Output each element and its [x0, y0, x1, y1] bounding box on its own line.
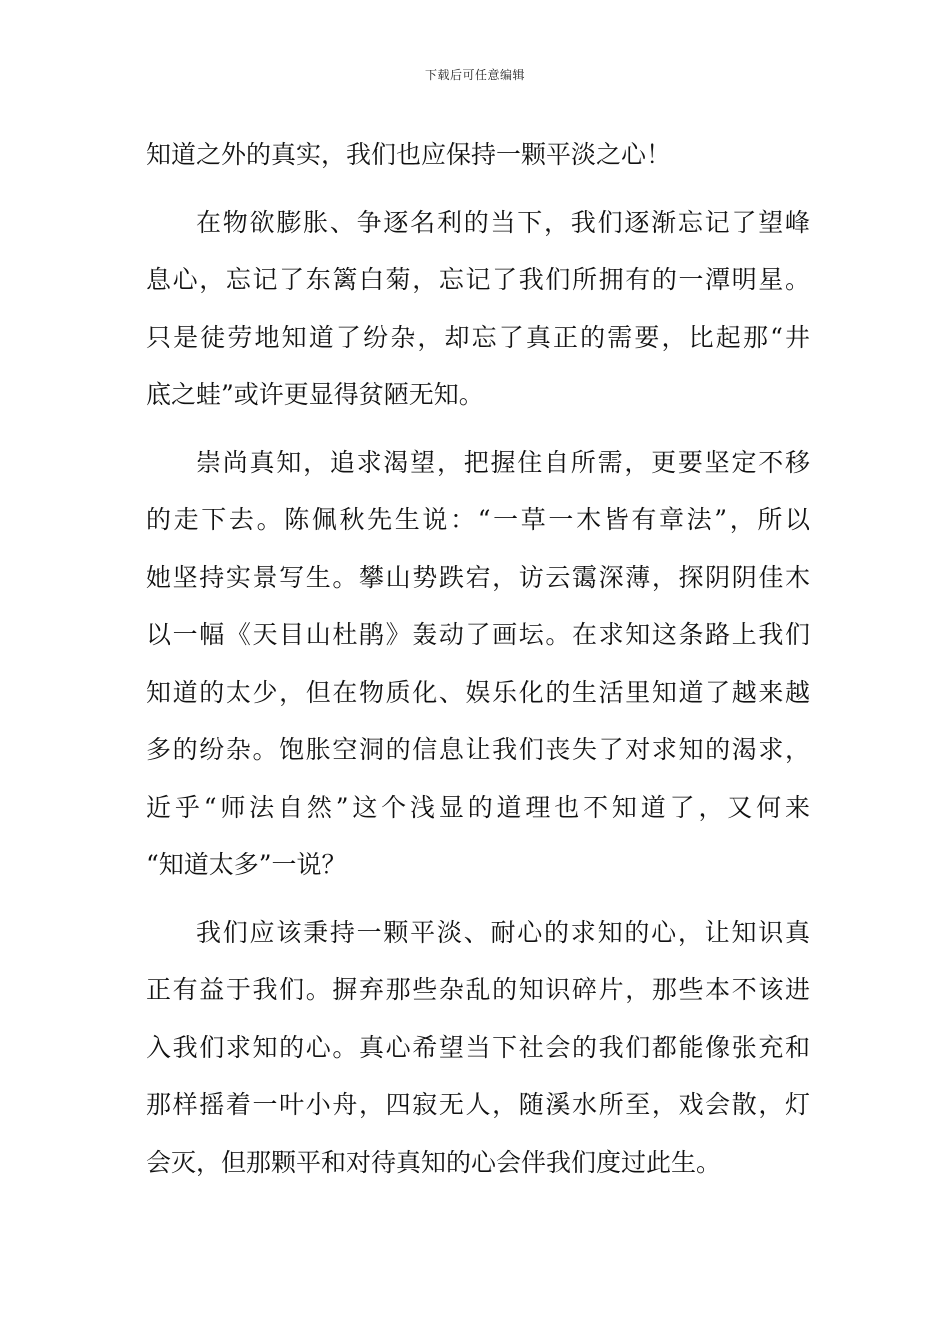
- text-line: 崇尚真知，追求渴望，把握住自所需，更要坚定不移: [196, 447, 810, 477]
- document-body: [146, 126, 810, 1191]
- text-line: 在物欲膨胀、争逐名利的当下，我们逐渐忘记了望峰: [196, 207, 810, 237]
- paragraph-gap: [146, 894, 810, 904]
- paragraph-gap: [146, 184, 810, 194]
- text-line: 只是徒劳地知道了纷杂，却忘了真正的需要，比起那“井: [146, 322, 810, 352]
- text-line: 正有益于我们。摒弃那些杂乱的知识碎片，那些本不该进: [146, 975, 810, 1004]
- text-line: 的走下去。陈佩秋先生说：“一草一木皆有章法”，所以: [146, 505, 810, 534]
- text-line: 底之蛙”或许更显得贫陋无知。: [146, 380, 484, 409]
- text-line: 近乎“师法自然”这个浅显的道理也不知道了，又何来: [146, 792, 810, 822]
- text-line: 知道的太少，但在物质化、娱乐化的生活里知道了越来越: [146, 677, 810, 707]
- text-line: 以一幅《天目山杜鹃》轰动了画坛。在求知这条路上我们: [146, 620, 810, 649]
- text-line: 息心，忘记了东篱白菊，忘记了我们所拥有的一潭明星。: [146, 265, 810, 294]
- paragraph-gap: [146, 424, 810, 434]
- text-line: 会灭，但那颗平和对待真知的心会伴我们度过此生。: [146, 1147, 722, 1177]
- paragraph: [146, 904, 810, 1192]
- text-line: 多的纷杂。饱胀空洞的信息让我们丧失了对求知的渴求，: [146, 735, 810, 764]
- paragraph: [146, 126, 810, 184]
- text-line: 知道之外的真实，我们也应保持一颗平淡之心！: [146, 140, 672, 169]
- page-header: 下载后可任意编辑: [424, 68, 525, 82]
- text-line: 入我们求知的心。真心希望当下社会的我们都能像张充和: [146, 1032, 810, 1062]
- text-line: 她坚持实景写生。攀山势跌宕，访云霭深薄，探阴阴佳木: [146, 562, 810, 592]
- paragraph: [146, 434, 810, 894]
- text-line: 那样摇着一叶小舟，四寂无人，随溪水所至，戏会散，灯: [146, 1090, 810, 1119]
- text-line: 我们应该秉持一颗平淡、耐心的求知的心，让知识真: [196, 917, 810, 947]
- paragraph: [146, 194, 810, 424]
- text-line: “知道太多”一说？: [146, 850, 347, 879]
